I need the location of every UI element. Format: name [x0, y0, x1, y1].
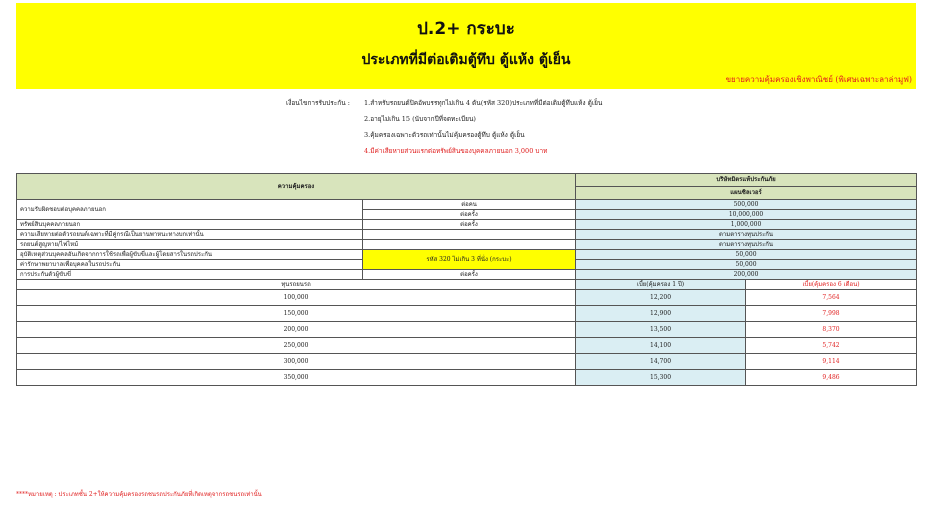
coverage-header: ความคุ้มครอง [17, 174, 576, 200]
sum-insured: 300,000 [17, 354, 576, 370]
sum-insured: 350,000 [17, 370, 576, 386]
condition-item-2: 2.อายุไม่เกิน 15 (นับจากปีที่จดทะเบียน) [364, 115, 476, 123]
coverage-unit: ต่อครั้ง [363, 270, 576, 280]
coverage-label: ค่ารักษาพยาบาลเพื่อบุคคลในรถประกัน [17, 260, 363, 270]
title-banner [16, 3, 916, 89]
premium-half-header: เบี้ย(คุ้มครอง 6 เดือน) [746, 280, 917, 290]
coverage-label: การประกันตัวผู้ขับขี่ [17, 270, 363, 280]
coverage-value: ตามตารางทุนประกัน [576, 240, 917, 250]
coverage-label: ทรัพย์สินบุคคลภายนอก [17, 220, 363, 230]
premium-half: 5,742 [746, 338, 917, 354]
coverage-label: ความเสียหายต่อตัวรถยนต์เฉพาะที่มีคู่กรณีเป็นยานพาหนะทางบกเท่านั้น [17, 230, 363, 240]
premium-half: 7,564 [746, 290, 917, 306]
premium-full: 12,200 [576, 290, 746, 306]
table-row [17, 370, 917, 386]
coverage-unit [363, 240, 576, 250]
condition-item-4: 4.มีค่าเสียหายส่วนแรกต่อทรัพย์สินของบุคคลภายนอก 3,000 บาท [364, 147, 548, 155]
coverage-label: ความรับผิดชอบต่อบุคคลภายนอก [17, 200, 363, 220]
sum-insured: 150,000 [17, 306, 576, 322]
coverage-unit: ต่อครั้ง [363, 220, 576, 230]
coverage-unit: ต่อครั้ง [363, 210, 576, 220]
coverage-label: รถยนต์สูญหาย/ไฟไหม้ [17, 240, 363, 250]
footnote: ****หมายเหตุ : ประเภทชั้น 2+ให้ความคุ้มครองรถชนรถประกันภัยที่เกิดเหตุจากรถชนรถเท่านั้น [16, 491, 262, 498]
condition-item-1: 1.สำหรับรถยนต์ปิคอัพบรรทุกไม่เกิน 4 ตัน(รหัส 320)ประเภทที่มีต่อเติมตู้ทึบแห้ง ตู้เย็น [364, 99, 603, 107]
premium-half: 9,114 [746, 354, 917, 370]
condition-item-3: 3.คุ้มครองเฉพาะตัวรถเท่านั้นไม่คุ้มครองตู้ทึบ ตู้แห้ง ตู้เย็น [364, 131, 525, 139]
premium-full: 15,300 [576, 370, 746, 386]
extension-note: ขยายความคุ้มครองเชิงพาณิชย์ (พิเศษเฉพาะลาล่ามูฟ) [725, 75, 912, 84]
table-row [17, 322, 917, 338]
conditions-label: เงื่อนไขการรับประกัน : [286, 99, 350, 107]
table-row [17, 290, 917, 306]
premium-full: 12,900 [576, 306, 746, 322]
coverage-label: อุบัติเหตุส่วนบุคคลอันเกิดจากการใช้รถเพื่อผู้ขับขี่และผู้โดยสารในรถประกัน [17, 250, 363, 260]
page-title: ป.2+ กระบะ [417, 19, 515, 39]
premium-half: 7,998 [746, 306, 917, 322]
insurer-header: บริษัทมิตรแท้ประกันภัย [576, 174, 917, 187]
plan-header: แผนซิลเวอร์ [576, 187, 917, 200]
page-subtitle: ประเภทที่มีต่อเติมตู้ทึบ ตู้แห้ง ตู้เย็น [361, 52, 571, 68]
premium-half: 8,370 [746, 322, 917, 338]
sum-insured: 100,000 [17, 290, 576, 306]
premium-full-header: เบี้ย(คุ้มครอง 1 ปี) [576, 280, 746, 290]
table-row [17, 354, 917, 370]
table-row [17, 338, 917, 354]
sum-insured: 200,000 [17, 322, 576, 338]
sum-insured: 250,000 [17, 338, 576, 354]
premium-full: 13,500 [576, 322, 746, 338]
coverage-value: 50,000 [576, 250, 917, 260]
premium-sum-header: ทุนรถยนรถ [17, 280, 576, 290]
coverage-value: 50,000 [576, 260, 917, 270]
coverage-unit: ต่อคน [363, 200, 576, 210]
coverage-value: 500,000 [576, 200, 917, 210]
premium-full: 14,700 [576, 354, 746, 370]
premium-full: 14,100 [576, 338, 746, 354]
coverage-value: ตามตารางทุนประกัน [576, 230, 917, 240]
premium-half: 9,486 [746, 370, 917, 386]
coverage-unit [363, 230, 576, 240]
coverage-value: 200,000 [576, 270, 917, 280]
coverage-value: 1,000,000 [576, 220, 917, 230]
seat-limit-note: รหัส 320 ไม่เกิน 3 ที่นั่ง (กระบะ) [363, 250, 576, 270]
coverage-value: 10,000,000 [576, 210, 917, 220]
coverage-table [16, 173, 917, 386]
table-row [17, 306, 917, 322]
